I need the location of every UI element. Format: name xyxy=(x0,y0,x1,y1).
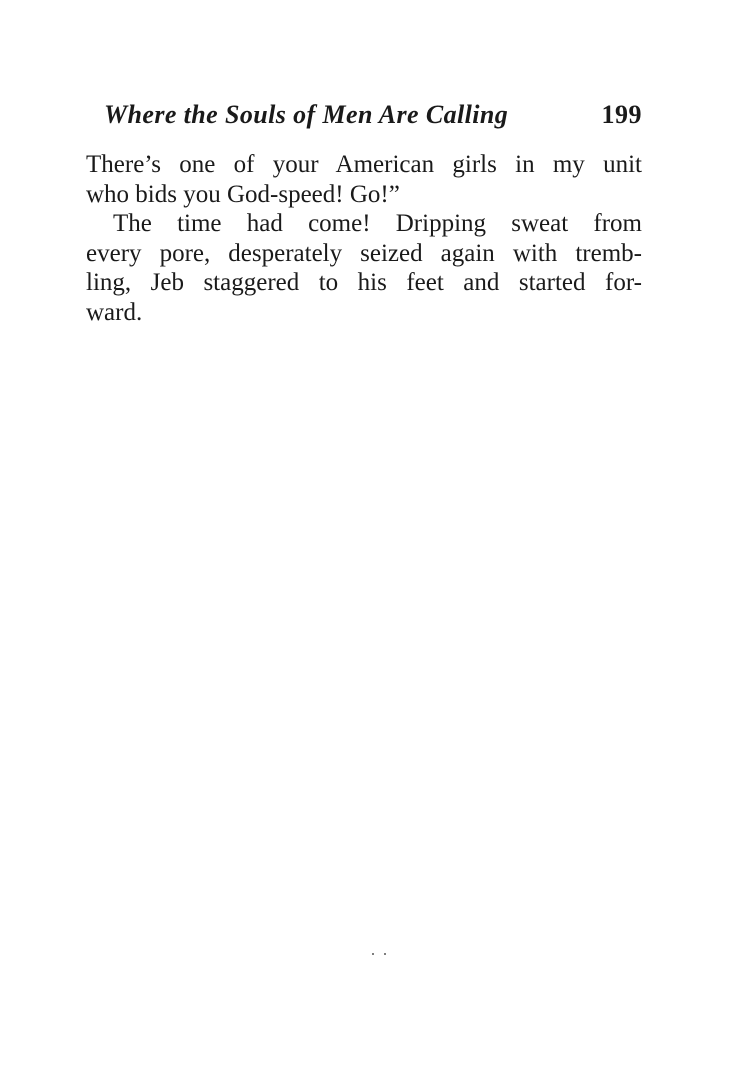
scan-specks xyxy=(370,950,390,956)
text-line-3: The time had come! Dripping sweat from xyxy=(113,210,642,237)
text-line-2: who bids you God-speed! Go!” xyxy=(86,180,400,208)
text-line-1: There’s one of your American girls in my unit xyxy=(86,151,642,178)
running-title: Where the Souls of Men Are Calling xyxy=(104,100,509,129)
page-number: 199 xyxy=(601,100,642,129)
running-head xyxy=(104,100,642,136)
scan-speck xyxy=(372,953,374,955)
text-line-6: ward. xyxy=(86,298,143,326)
text-line-5: ling, Jeb staggered to his feet and started for- xyxy=(86,269,642,296)
scan-speck xyxy=(384,953,386,955)
text-line-4: every pore, desperately seized again with tremb- xyxy=(86,239,642,267)
body-text xyxy=(86,150,642,327)
